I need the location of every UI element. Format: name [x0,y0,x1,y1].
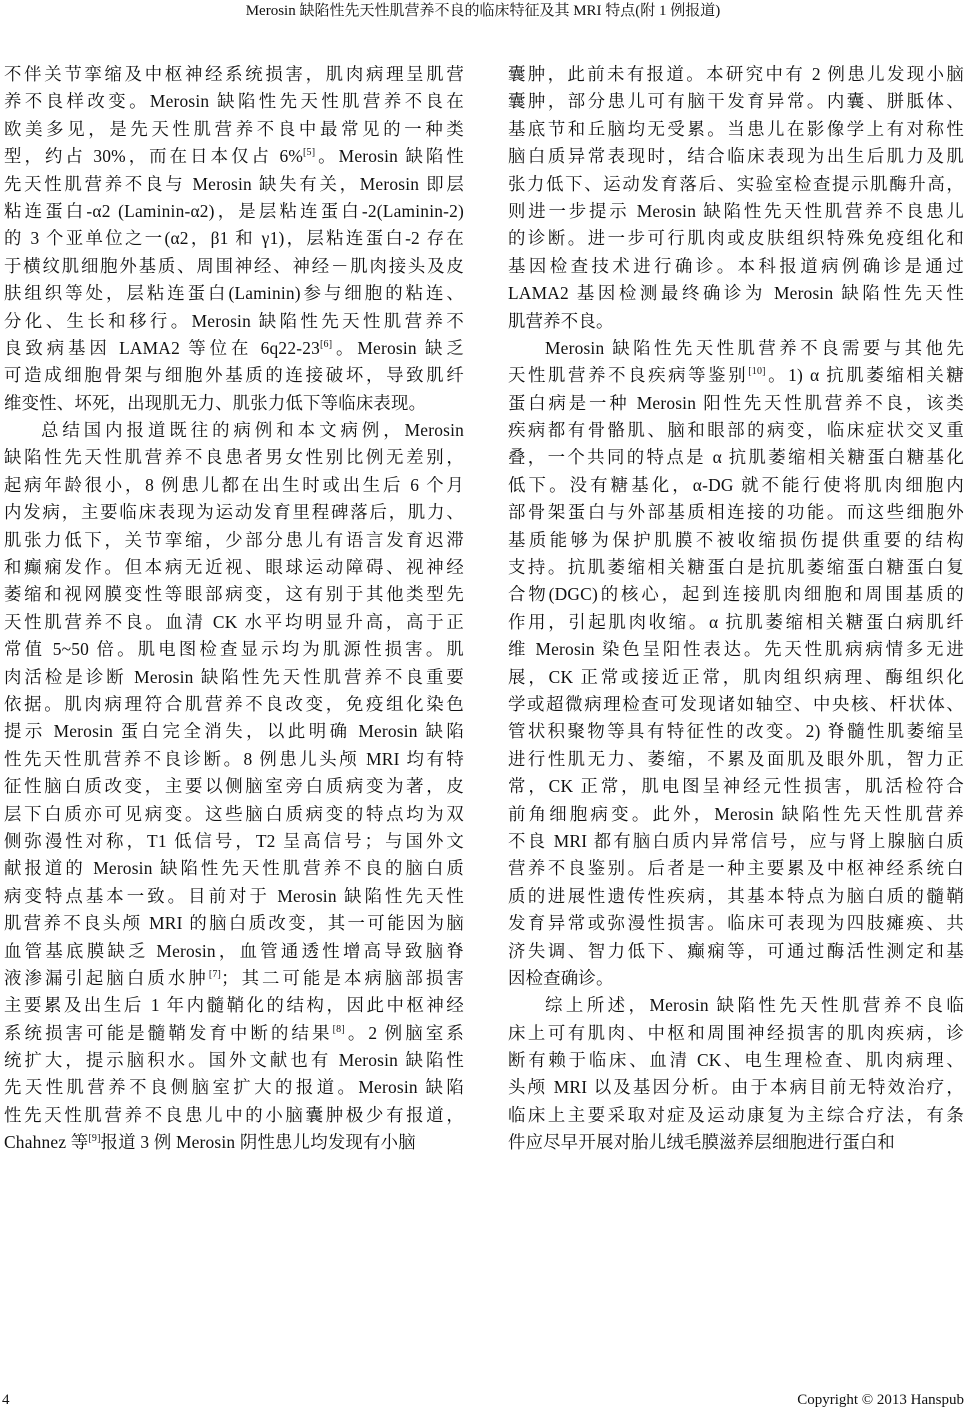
text-line: 常，CK 正常，肌电图呈神经元性损害，肌活检符合 [508,776,964,797]
text-line: 综上所述，Merosin 缺陷性先天性肌营养不良临 [545,995,964,1016]
text-line: 依据。肌肉病理符合肌营养不良改变，免疫组化染色 [4,693,464,714]
text-line: 天性肌营养不良。血清 CK 水平均明显升高，高于正 [4,611,464,632]
text-line: 和癫痫发作。但本病无近视、眼球运动障碍、视神经 [4,557,464,578]
text-line: 张力低下、运动发育落后、实验室检查提示肌酶升高， [508,173,964,194]
text-line: 不良 MRI 都有脑白质内异常信号，应与肾上腺脑白质 [508,830,964,851]
text-line: 营养不良鉴别。后者是一种主要累及中枢神经系统白 [508,858,964,879]
text-line: 叠，一个共同的特点是 α 抗肌萎缩相关糖蛋白糖基化 [508,447,964,468]
citation-marker: [6] [320,338,333,350]
text-line: 维 Merosin 染色呈阳性表达。先天性肌病病情多无进 [508,639,964,660]
citation-marker: [5] [303,147,316,159]
text-line: 囊肿，部分患儿可有脑干发育异常。内囊、胼胝体、 [508,91,964,112]
text-line: 欧美多见，是先天性肌营养不良中最常见的一种类 [4,118,464,139]
text-line: 合物(DGC)的核心，起到连接肌肉细胞和周围基质的 [508,584,964,605]
text-line: 征性脑白质改变，主要以侧脑室旁白质病变为著，皮 [4,776,464,797]
text-line: 基底节和丘脑均无受累。当患儿在影像学上有对称性 [508,118,964,139]
text-line: 的 3 个亚单位之一(α2，β1 和 γ1)，层粘连蛋白-2 存在 [4,228,464,249]
text-line: 养不良样改变。Merosin 缺陷性先天性肌营养不良在 [4,91,464,112]
text-line: 床上可有肌肉、中枢和周围神经损害的肌肉疾病，诊 [508,1022,964,1043]
right-column [508,61,964,1157]
text-line: 统扩大，提示脑积水。国外文献也有 Merosin 缺陷性 [4,1050,464,1071]
text-line: 头颅 MRI 以及基因分析。由于本病目前无特效治疗， [508,1077,964,1098]
text-line: 萎缩和视网膜变性等眼部病变，这有别于其他类型先 [4,584,464,605]
text-line: 的诊断。进一步可行肌肉或皮肤组织特殊免疫组化和 [508,228,964,249]
text-line: 部骨架蛋白与外部基质相连接的功能。而这些细胞外 [508,502,964,523]
copyright-notice: Copyright © 2013 Hanspub [797,1392,964,1408]
text-line: 性先天性肌营养不良患儿中的小脑囊肿极少有报道， [4,1104,464,1125]
text-line: 基因检查技术进行确诊。本科报道病例确诊是通过 [508,255,964,276]
citation-marker: [10] [748,366,766,378]
text-line: 先天性肌营养不良与 Merosin 缺失有关，Merosin 即层 [4,173,464,194]
citation-marker: [9] [88,1133,101,1145]
text-line: 可造成细胞骨架与细胞外基质的连接破坏，导致肌纤 [4,365,464,386]
text-line: 脑白质异常表现时，结合临床表现为出生后肌力及肌 [508,146,964,167]
text-line: 液渗漏引起脑白质水肿[7]；其二可能是本病脑部损害 [4,967,464,988]
text-line: 维变性、坏死，出现肌无力、肌张力低下等临床表现。 [4,392,427,413]
text-line: 临床上主要采取对症及运动康复为主综合疗法，有条 [508,1104,964,1125]
text-line: 基质能够为保护肌膜不被收缩损伤提供重要的结构 [508,529,964,550]
text-line: 则进一步提示 Merosin 缺陷性先天性肌营养不良患儿 [508,200,964,221]
text-line: 断有赖于临床、血清 CK、电生理检查、肌肉病理、 [508,1050,964,1071]
text-line: 良致病基因 LAMA2 等位在 6q22-23[6]。Merosin 缺乏 [4,337,464,358]
text-line: 因检查确诊。 [508,967,614,988]
text-line: 献报道的 Merosin 缺陷性先天性肌营养不良的脑白质 [4,858,464,879]
text-line: 起病年龄很小，8 例患儿都在出生时或出生后 6 个月 [4,474,464,495]
text-line: 血管基底膜缺乏 Merosin，血管通透性增高导致脑脊 [4,940,464,961]
text-line: Merosin 缺陷性先天性肌营养不良需要与其他先 [545,337,964,358]
left-column [4,61,464,1157]
text-line: 济失调、智力低下、癫痫等，可通过酶活性测定和基 [508,940,964,961]
text-line: 管状积聚物等具有特征性的改变。2) 脊髓性肌萎缩呈 [508,721,964,742]
text-line: 先天性肌营养不良侧脑室扩大的报道。Merosin 缺陷 [4,1077,464,1098]
text-line: 学或超微病理检查可发现诸如轴空、中央核、杆状体、 [508,693,964,714]
text-line: 缺陷性先天性肌营养不良患者男女性别比例无差别， [4,447,464,468]
running-header: Merosin 缺陷性先天性肌营养不良的临床特征及其 MRI 特点(附 1 例报道) [245,3,721,19]
text-line: 层下白质亦可见病变。这些脑白质病变的特点均为双 [4,803,464,824]
text-line: 不伴关节挛缩及中枢神经系统损害，肌肉病理呈肌营 [4,64,464,84]
text-line: 病变特点基本一致。目前对于 Merosin 缺陷性先天性 [4,885,464,906]
text-line: 蛋白病是一种 Merosin 阳性先天性肌营养不良，该类 [508,392,964,413]
citation-marker: [8] [332,1023,345,1035]
text-line: 性先天性肌营养不良诊断。8 例患儿头颅 MRI 均有特 [4,748,464,769]
text-line: 肤组织等处，层粘连蛋白(Laminin)参与细胞的粘连、 [4,283,464,304]
text-line: 疾病都有骨骼肌、脑和眼部的病变，临床症状交叉重 [508,420,964,441]
text-line: 提示 Merosin 蛋白完全消失，以此明确 Merosin 缺陷 [4,721,464,742]
text-line: 肌营养不良。 [508,310,614,331]
text-line: 质的进展性遗传性疾病，其基本特点为脑白质的髓鞘 [508,885,964,906]
text-line: 肌张力低下，关节挛缩，少部分患儿有语言发育迟滞 [4,529,464,550]
text-line: 于横纹肌细胞外基质、周围神经、神经－肌肉接头及皮 [4,255,464,276]
text-line: 内发病，主要临床表现为运动发育里程碑落后，肌力、 [4,502,464,523]
text-line: 囊肿，此前未有报道。本研究中有 2 例患儿发现小脑 [508,64,964,84]
text-line: 分化、生长和移行。Merosin 缺陷性先天性肌营养不 [4,310,464,331]
text-line: 肉活检是诊断 Merosin 缺陷性先天性肌营养不良重要 [4,666,464,687]
text-line: 天性肌营养不良疾病等鉴别[10]。1) α 抗肌萎缩相关糖 [508,365,964,386]
text-line: 常值 5~50 倍。肌电图检查显示均为肌源性损害。肌 [4,639,464,660]
text-line: 件应尽早开展对胎儿绒毛膜滋养层细胞进行蛋白和 [508,1132,895,1153]
text-line: 发育异常或弥漫性损害。临床可表现为四肢瘫痪、共 [508,913,964,934]
text-line: 肌营养不良头颅 MRI 的脑白质改变，其一可能因为脑 [4,913,464,934]
citation-marker: [7] [208,968,222,980]
text-line: 前角细胞病变。此外，Merosin 缺陷性先天性肌营养 [508,803,964,824]
text-line: 进行性肌无力、萎缩，不累及面肌及眼外肌，智力正 [508,748,964,769]
text-line: 总结国内报道既往的病例和本文病例，Merosin [41,420,464,441]
text-line: 粘连蛋白-α2 (Laminin-α2)，是层粘连蛋白-2(Laminin-2) [4,200,464,221]
text-line: Chahnez 等[9]报道 3 例 Merosin 阴性患儿均发现有小脑 [4,1132,416,1153]
page-number: 4 [2,1392,10,1408]
text-line: 型，约占 30%，而在日本仅占 6%[5]。Merosin 缺陷性 [4,146,464,167]
text-line: 展，CK 正常或接近正常，肌肉组织病理、酶组织化 [508,666,964,687]
text-line: LAMA2 基因检测最终确诊为 Merosin 缺陷性先天性 [508,283,964,304]
text-line: 支持。抗肌萎缩相关糖蛋白是抗肌萎缩蛋白糖蛋白复 [508,557,964,578]
text-line: 系统损害可能是髓鞘发育中断的结果[8]。2 例脑室系 [4,1022,464,1043]
text-line: 主要累及出生后 1 年内髓鞘化的结构，因此中枢神经 [4,995,464,1016]
text-line: 作用，引起肌肉收缩。α 抗肌萎缩相关糖蛋白病肌纤 [508,611,964,632]
text-line: 侧弥漫性对称，T1 低信号，T2 呈高信号；与国外文 [4,830,464,851]
text-line: 低下。没有糖基化，α-DG 就不能行使将肌肉细胞内 [508,474,964,495]
